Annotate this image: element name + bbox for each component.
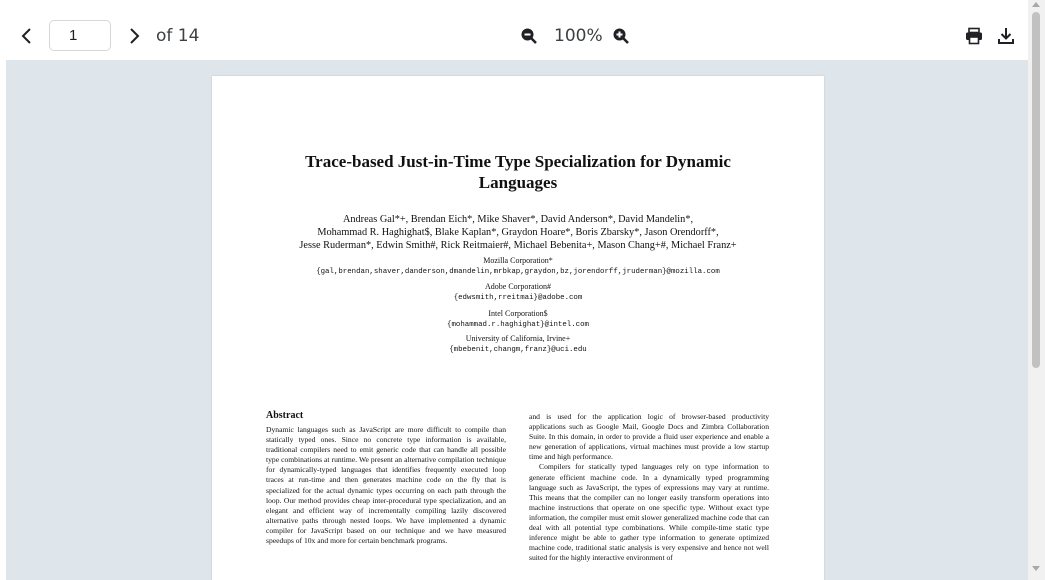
intro-paragraph-1: and is used for the application logic of browser-based productivity applications such as Google Mail, Google Docs and Zimbra Collaboration Suite. In this domain, in order to provide a fluid user experience and enable a new generation of applications, virtual machines must provide a low startup time and high performance. <box>529 412 769 462</box>
affiliation-org: University of California, Irvine+ <box>465 334 571 343</box>
previous-page-button[interactable] <box>17 26 37 46</box>
abstract-heading: Abstract <box>266 410 304 421</box>
affiliation-uci <box>232 334 804 355</box>
vertical-scrollbar[interactable] <box>1028 0 1045 580</box>
zoom-level-label: 100% <box>554 26 603 46</box>
pdf-toolbar <box>0 0 1045 60</box>
zoom-in-button[interactable] <box>612 27 630 45</box>
affiliation-org: Mozilla Corporation* <box>483 256 553 265</box>
scroll-down-arrow-icon[interactable] <box>1032 566 1040 571</box>
affiliation-emails: {mbebenit,changm,franz}@uci.edu <box>449 345 587 354</box>
abstract-text: Dynamic languages such as JavaScript are more difficult to compile than statically typed ones. Since no concrete type information is available, traditional compilers need to emit generic code that can handle all possible type combinations at runtime. We present an alternative compilation technique for dynamically-typed languages that identifies frequently executed loop traces at run-time and then generates machine code on the fly that is specialized for the actual dynamic types occurring on each path through the loop. Our method provides cheap inter-procedural type specialization, and an elegant and efficient way of incrementally compiling lazily discovered alternative paths through nested loops. We have implemented a dynamic compiler for JavaScript based on our technique and we have measured speedups of 10x and more for certain benchmark programs. <box>266 425 506 546</box>
next-page-button[interactable] <box>124 26 144 46</box>
authors-line-3: Jesse Ruderman*, Edwin Smith#, Rick Reitmaier#, Michael Bebenita+, Mason Chang+#, Michael Franz+ <box>299 240 737 251</box>
scroll-up-arrow-icon[interactable] <box>1032 2 1040 7</box>
download-icon <box>997 27 1015 45</box>
pdf-page <box>212 76 824 580</box>
affiliation-org: Adobe Corporation# <box>485 282 551 291</box>
document-viewer[interactable] <box>6 60 1028 580</box>
affiliation-org: Intel Corporation$ <box>488 309 548 318</box>
affiliation-intel <box>232 309 804 330</box>
affiliation-emails: {mohammad.r.haghighat}@intel.com <box>447 320 589 329</box>
intro-paragraph-2: Compilers for statically typed languages rely on type information to generate efficient machine code. In a dynamically typed programming language such as JavaScript, the types of expressions may vary at runtime. This means that the compiler can no longer easily transform operations into machine instructions that operate on one specific type. Without exact type information, the compiler must emit slower generalized machine code that can deal with all potential type combinations. While compile-time static type inference might be able to gather type information to generate optimized machine code, traditional static analysis is very expensive and hence not well suited for the highly interactive environment of <box>529 462 769 563</box>
affiliation-adobe <box>232 282 804 303</box>
zoom-in-icon <box>612 27 630 45</box>
print-button[interactable] <box>965 27 983 45</box>
chevron-right-icon <box>124 26 144 46</box>
zoom-out-button[interactable] <box>520 27 538 45</box>
chevron-left-icon <box>17 26 37 46</box>
affiliation-mozilla <box>232 256 804 277</box>
print-icon <box>965 27 983 45</box>
scroll-thumb[interactable] <box>1032 12 1040 368</box>
affiliation-emails: {edwsmith,rreitmai}@adobe.com <box>453 293 583 302</box>
paper-title: Trace-based Just-in-Time Type Specialization for Dynamic Languages <box>305 152 731 192</box>
page-count-label: of 14 <box>156 26 200 46</box>
download-button[interactable] <box>997 27 1015 45</box>
page-number-input[interactable] <box>49 20 111 51</box>
affiliation-emails: {gal,brendan,shaver,danderson,dmandelin,mrbkap,graydon,bz,jorendorff,jruderman}@mozilla.com <box>316 267 720 276</box>
intro-column <box>529 412 769 563</box>
authors-line-2: Mohammad R. Haghighat$, Blake Kaplan*, Graydon Hoare*, Boris Zbarsky*, Jason Orendorff*, <box>317 227 719 238</box>
zoom-out-icon <box>520 27 538 45</box>
abstract-column <box>266 425 506 546</box>
authors-line-1: Andreas Gal*+, Brendan Eich*, Mike Shaver*, David Anderson*, David Mandelin*, <box>342 214 694 225</box>
author-list <box>232 213 804 252</box>
